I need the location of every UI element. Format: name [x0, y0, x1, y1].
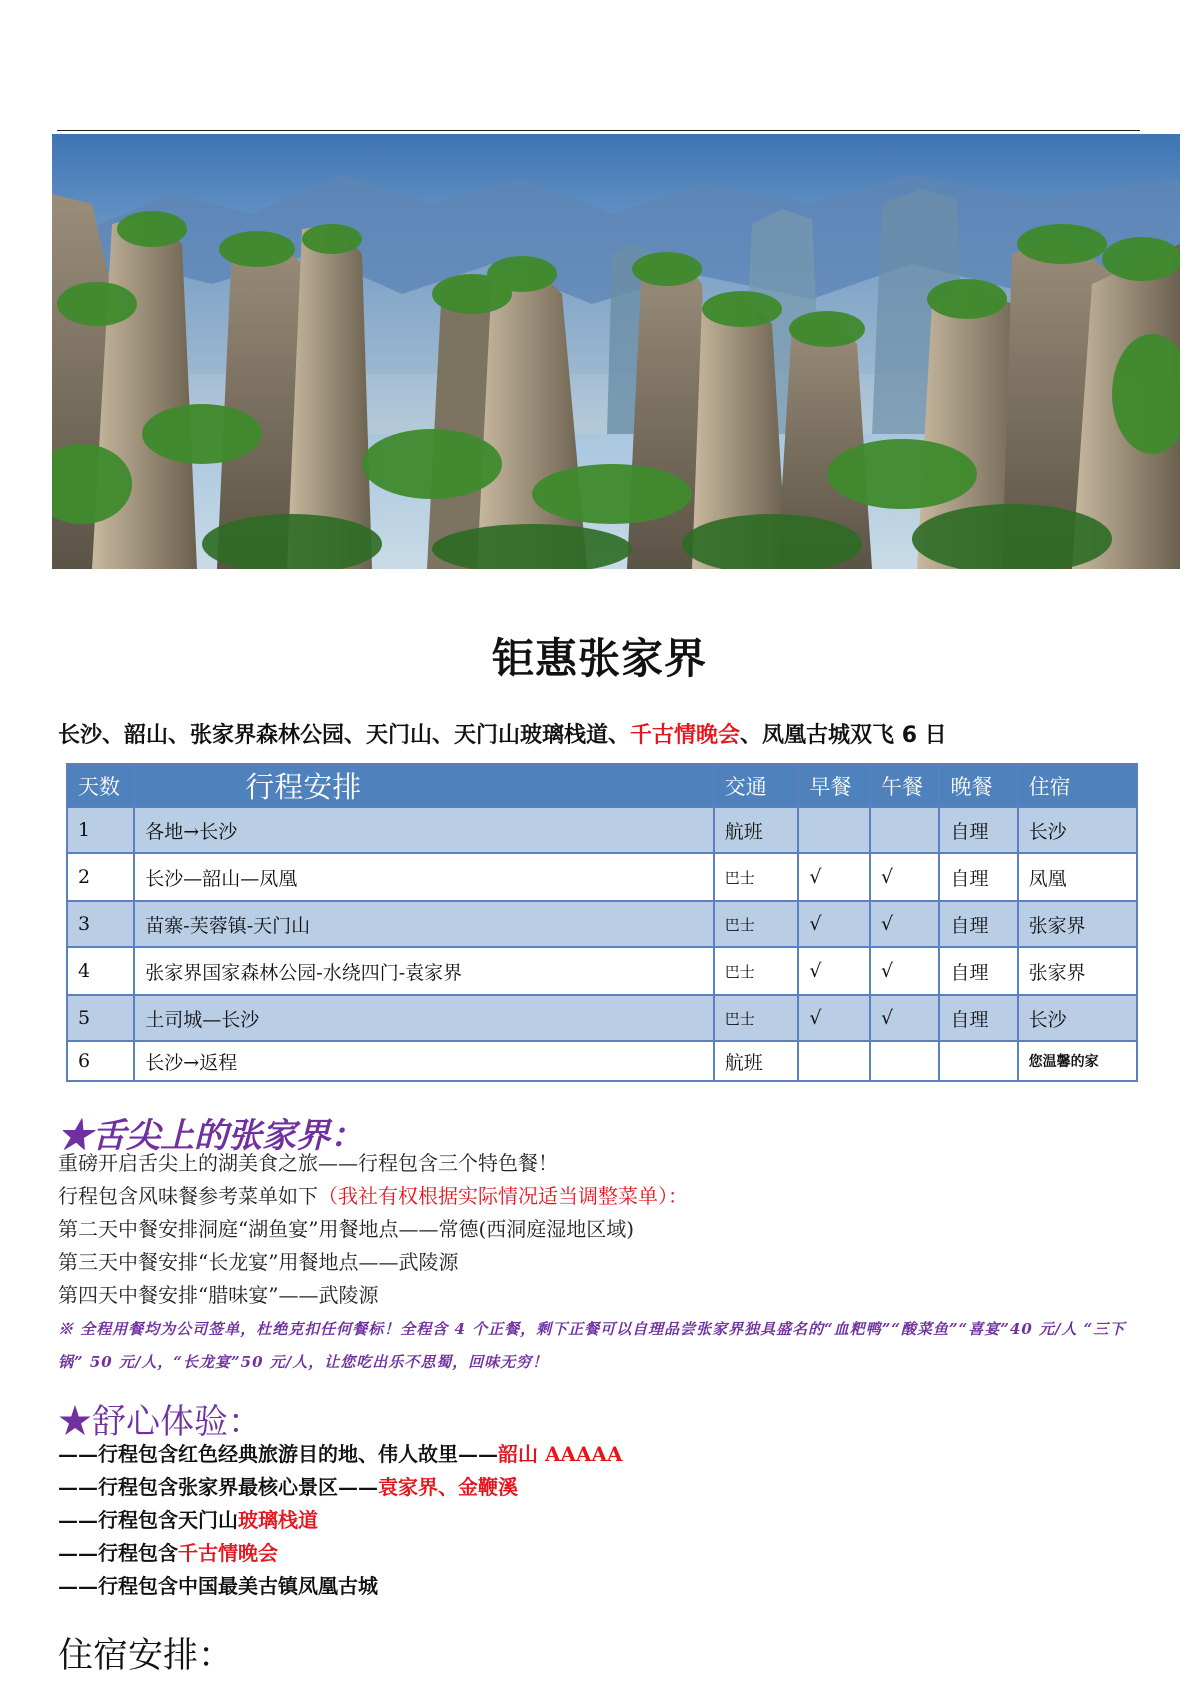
cell-dinner: 自理	[939, 901, 1017, 947]
zhangjiajie-mountain-photo	[52, 134, 1180, 569]
lodging-section-heading: 住宿安排：	[58, 1636, 234, 1676]
cell-transport: 航班	[714, 1041, 799, 1081]
list-item-text: ——行程包含	[58, 1541, 178, 1565]
header-rule	[57, 130, 1140, 131]
col-header-lodging: 住宿	[1018, 764, 1137, 807]
cell-breakfast: √	[798, 853, 870, 901]
route-part-3: 、凤凰古城双飞 6 日	[740, 723, 947, 748]
cell-plan: 长沙—韶山—凤凰	[134, 853, 713, 901]
list-item-text: ——行程包含天门山	[58, 1508, 238, 1532]
cell-transport: 巴士	[714, 947, 799, 995]
food-section-body	[58, 1147, 688, 1312]
cell-dinner: 自理	[939, 995, 1017, 1041]
experience-list	[58, 1438, 623, 1603]
cell-plan: 长沙→返程	[134, 1041, 713, 1081]
cell-breakfast	[798, 1041, 870, 1081]
cell-plan: 张家界国家森林公园-水绕四门-袁家界	[134, 947, 713, 995]
route-highlight-show: 千古情晚会	[630, 723, 741, 748]
cell-dinner	[939, 1041, 1017, 1081]
page-title: 钜惠张家界	[491, 634, 707, 683]
cell-plan: 苗寨-芙蓉镇-天门山	[134, 901, 713, 947]
table-row	[67, 901, 1137, 947]
cell-breakfast: √	[798, 901, 870, 947]
cell-lunch	[870, 1041, 939, 1081]
food-line: 第三天中餐安排“长龙宴”用餐地点——武陵源	[58, 1250, 459, 1274]
list-item	[58, 1570, 623, 1603]
cell-lunch	[870, 807, 939, 853]
cell-breakfast	[798, 807, 870, 853]
cell-lunch: √	[870, 853, 939, 901]
list-item-text: ——行程包含中国最美古镇凤凰古城	[58, 1574, 378, 1598]
col-header-lunch: 午餐	[870, 764, 939, 807]
cell-lodging: 长沙	[1018, 995, 1137, 1041]
route-subtitle	[58, 718, 947, 749]
itinerary-table	[66, 763, 1138, 1082]
food-line: 第四天中餐安排“腊味宴”——武陵源	[58, 1283, 379, 1307]
food-line-text: 行程包含风味餐参考菜单如下	[58, 1184, 318, 1208]
cell-lodging: 您温馨的家	[1018, 1041, 1137, 1081]
cell-day: 3	[67, 901, 134, 947]
cell-day: 1	[67, 807, 134, 853]
list-item-highlight: 韶山 AAAAA	[498, 1442, 623, 1466]
list-item-highlight: 千古情晚会	[178, 1541, 278, 1565]
cell-lodging: 凤凰	[1018, 853, 1137, 901]
cell-lodging: 张家界	[1018, 947, 1137, 995]
col-header-plan: 行程安排	[134, 764, 713, 807]
cell-transport: 巴士	[714, 901, 799, 947]
cell-transport: 巴士	[714, 995, 799, 1041]
col-header-breakfast: 早餐	[798, 764, 870, 807]
table-row	[67, 853, 1137, 901]
col-header-day: 天数	[67, 764, 134, 807]
route-part-1: 长沙、韶山、张家界森林公园、天门山、天门山玻璃栈道、	[58, 723, 631, 748]
food-section-heading: ★舌尖上的张家界：	[58, 1116, 364, 1156]
food-line: 重磅开启舌尖上的湖美食之旅——行程包含三个特色餐！	[58, 1151, 558, 1175]
cell-breakfast: √	[798, 947, 870, 995]
cell-day: 4	[67, 947, 134, 995]
table-row	[67, 807, 1137, 853]
cell-lunch: √	[870, 995, 939, 1041]
cell-plan: 各地→长沙	[134, 807, 713, 853]
cell-transport: 航班	[714, 807, 799, 853]
list-item-text: ——行程包含张家界最核心景区——	[58, 1475, 378, 1499]
col-header-transport: 交通	[714, 764, 799, 807]
cell-day: 6	[67, 1041, 134, 1081]
list-item	[58, 1438, 623, 1471]
cell-day: 5	[67, 995, 134, 1041]
list-item-highlight: 玻璃栈道	[238, 1508, 318, 1532]
cell-lodging: 张家界	[1018, 901, 1137, 947]
food-line: 第二天中餐安排洞庭“湖鱼宴”用餐地点——常德(西洞庭湿地区域)	[58, 1217, 635, 1241]
cell-lodging: 长沙	[1018, 807, 1137, 853]
cell-transport: 巴士	[714, 853, 799, 901]
cell-dinner: 自理	[939, 853, 1017, 901]
menu-adjust-notice: （我社有权根据实际情况适当调整菜单）：	[318, 1184, 688, 1208]
cell-dinner: 自理	[939, 807, 1017, 853]
table-row	[67, 947, 1137, 995]
col-header-dinner: 晚餐	[939, 764, 1017, 807]
cell-day: 2	[67, 853, 134, 901]
list-item	[58, 1504, 623, 1537]
cell-lunch: √	[870, 901, 939, 947]
meal-note: ※ 全程用餐均为公司签单，杜绝克扣任何餐标！全程含 4 个正餐，剩下正餐可以自理品尝张家界独具盛名的“血粑鸭”“酸菜鱼”“喜宴”40 元/人 “三下锅” 50 元/人，“长龙宴”50 元/人，让您吃出乐不思蜀，回味无穷！	[58, 1320, 1126, 1371]
table-header-row	[67, 764, 1137, 807]
cell-dinner: 自理	[939, 947, 1017, 995]
experience-section-heading: ★舒心体验：	[58, 1402, 262, 1442]
cell-lunch: √	[870, 947, 939, 995]
list-item	[58, 1537, 623, 1570]
list-item-highlight: 袁家界、金鞭溪	[378, 1475, 518, 1499]
list-item	[58, 1471, 623, 1504]
food-line	[58, 1180, 688, 1213]
list-item-text: ——行程包含红色经典旅游目的地、伟人故里——	[58, 1442, 498, 1466]
table-row	[67, 1041, 1137, 1081]
cell-plan: 土司城—长沙	[134, 995, 713, 1041]
cell-breakfast: √	[798, 995, 870, 1041]
table-row	[67, 995, 1137, 1041]
